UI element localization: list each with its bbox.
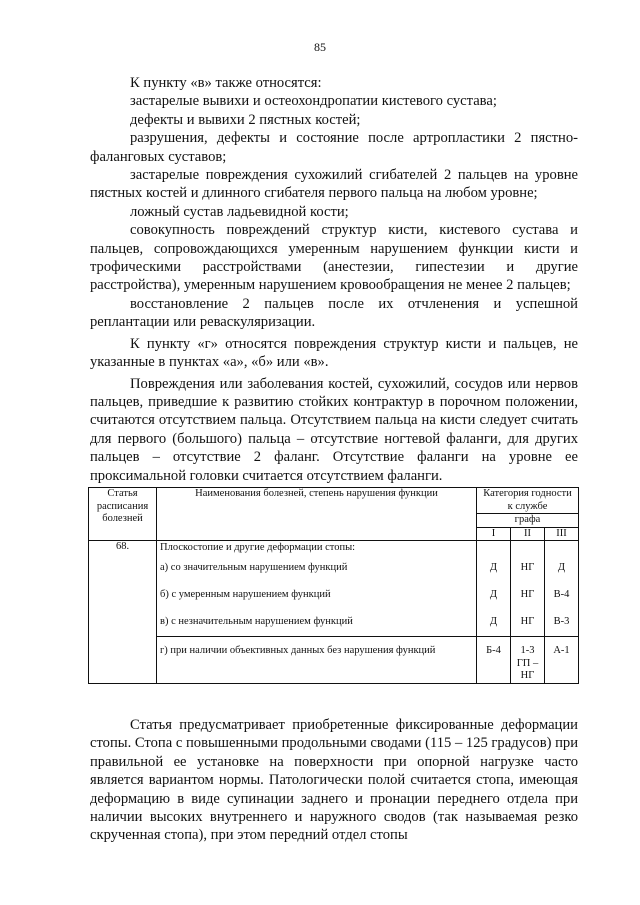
cell-graph-1: Д bbox=[489, 616, 498, 628]
cell-graph-3: Д bbox=[557, 562, 566, 574]
page-number: 85 bbox=[314, 40, 326, 54]
article-number: 68. bbox=[89, 541, 157, 684]
header-graph: графа bbox=[477, 514, 579, 528]
paragraph: К пункту «г» относятся повреждения структур кисти и пальцев, не указанные в пунктах «а», «б» или «в». bbox=[90, 335, 578, 371]
paragraph: разрушения, дефекты и состояние после артропластики 2 пястно-фаланговых суставов; bbox=[90, 130, 578, 165]
cell-graph-1: Б-4 bbox=[477, 637, 511, 684]
cell-graph-2: НГ bbox=[520, 616, 535, 628]
header-category: Категория годности к службе bbox=[477, 488, 579, 514]
cell-graph-3: А-1 bbox=[545, 637, 579, 684]
paragraph: Статья предусматривает приобретенные фиксированные деформации стопы. Стопа с повышенными продольными сводами (115 – 125 градусов) при правильной ее установке на поверхности при опорной нагрузке часто является вариантом нормы. Патологически полой считается стопа, имеющая деформацию в виде супинации заднего и пронации переднего отдела при наличии высоких внутреннего и наружного сводов (так называемая резко скрученная стопа), при этом передний отдел стопы bbox=[90, 717, 579, 844]
table-row bbox=[511, 541, 545, 637]
header-graph-1: I bbox=[477, 527, 511, 541]
cell-graph-2: НГ bbox=[520, 589, 535, 601]
header-graph-2: II bbox=[511, 527, 545, 541]
paragraph: Повреждения или заболевания костей, сухожилий, сосудов или нервов пальцев, приведшие к развитию стойких контрактур в порочном положении, считаются отсутствием пальца. Отсутствием пальца на кисти следует считать для первого (большого) пальца – отсутствие ногтевой фаланги, для других пальцев – отсутствие 2 фаланг. Отсутствие фаланги на уровне ее проксимальной головки считается отсутствием фаланги. bbox=[90, 375, 578, 484]
cell-graph-1: Д bbox=[489, 562, 498, 574]
paragraph: совокупность повреждений структур кисти, кистевого сустава и пальцев, сопровождающихся умеренным нарушением функции кисти и трофическими расстройствами (анестезии, гипестезии и другие расстройства), умеренным нарушением кровообращения не менее 2 пальцев; bbox=[90, 222, 578, 294]
row-text: а) со значительным нарушением функций bbox=[160, 562, 348, 574]
article-title: Плоскостопие и другие деформации стопы: bbox=[160, 541, 356, 553]
table-row bbox=[157, 541, 477, 637]
paragraph: застарелые повреждения сухожилий сгибателей 2 пальцев на уровне пястных костей и длинного сгибателя первого пальца на любом уровне; bbox=[90, 167, 578, 202]
disease-table bbox=[88, 487, 579, 684]
row-text: б) с умеренным нарушением функций bbox=[160, 589, 331, 601]
header-graph-3: III bbox=[545, 527, 579, 541]
paragraph: ложный сустав ладьевидной кости; bbox=[130, 203, 349, 220]
paragraph: застарелые вывихи и остеохондропатии кистевого сустава; bbox=[130, 93, 497, 110]
paragraph: К пункту «в» также относятся: bbox=[130, 75, 322, 91]
header-disease: Наименования болезней, степень нарушения функции bbox=[157, 488, 477, 541]
cell-graph-3: В-3 bbox=[553, 616, 570, 628]
row-text: в) с незначительным нарушением функций bbox=[160, 616, 353, 628]
tail-text bbox=[90, 716, 578, 845]
cell-graph-1: Д bbox=[489, 589, 498, 601]
paragraph: дефекты и вывихи 2 пястных костей; bbox=[130, 111, 361, 128]
header-article: Статья расписания болезней bbox=[89, 488, 157, 541]
cell-graph-2: НГ bbox=[520, 562, 535, 574]
row-text: г) при наличии объективных данных без нарушения функций bbox=[157, 637, 477, 684]
table-row bbox=[477, 541, 511, 637]
cell-graph-2: 1-3 ГП – НГ bbox=[511, 637, 545, 684]
body-text bbox=[90, 74, 578, 485]
paragraph: восстановление 2 пальцев после их отчленения и успешной реплантации или реваскуляризации. bbox=[90, 295, 578, 331]
table-row bbox=[545, 541, 579, 637]
cell-graph-3: В-4 bbox=[553, 589, 570, 601]
